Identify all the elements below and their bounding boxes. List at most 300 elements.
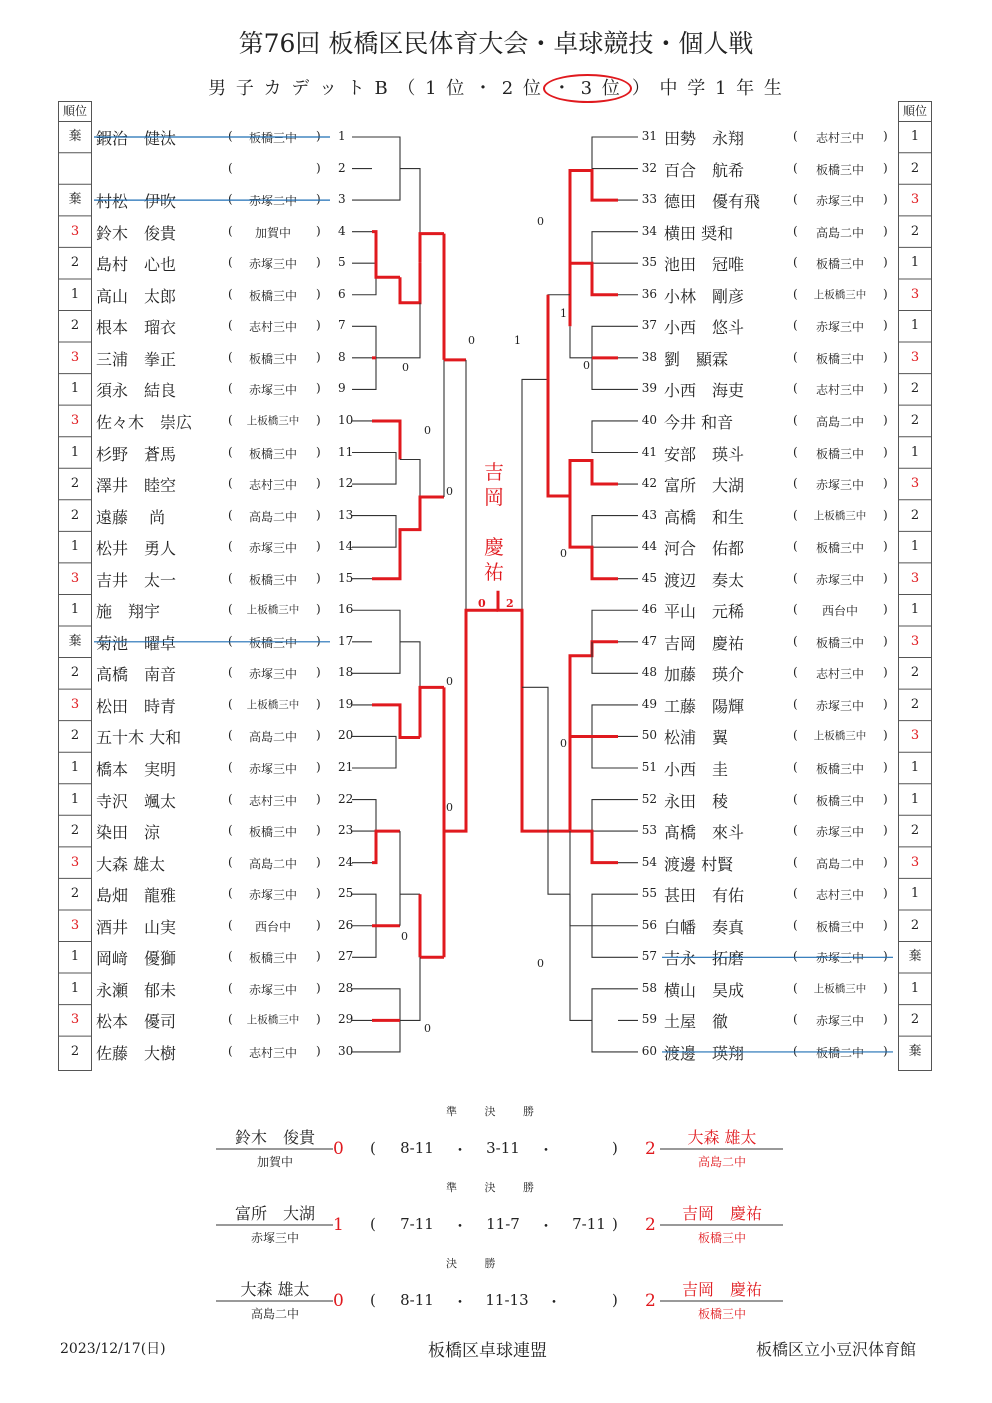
paren-close: ) bbox=[883, 160, 888, 175]
rank-cell: 1 bbox=[70, 760, 80, 775]
player-school: 上板橋三中 bbox=[813, 982, 867, 995]
seed-number: 24 bbox=[338, 854, 354, 869]
player-school: 赤塚三中 bbox=[248, 383, 297, 398]
paren-close: ) bbox=[883, 539, 888, 554]
paren-close: ) bbox=[316, 444, 321, 459]
paren-open: ( bbox=[228, 570, 233, 585]
seed-number: 48 bbox=[641, 665, 657, 680]
paren-close: ) bbox=[612, 1139, 618, 1157]
player-school: 高島二中 bbox=[248, 730, 297, 745]
player-school: 板橋三中 bbox=[248, 951, 297, 966]
paren-open: ( bbox=[228, 665, 233, 680]
match-right-school: 板橋三中 bbox=[697, 1231, 746, 1245]
match-right-school: 高島二中 bbox=[697, 1155, 746, 1169]
rank-cell: 1 bbox=[910, 791, 920, 807]
player-name: 渡邊 村賢 bbox=[664, 854, 734, 874]
paren-open: ( bbox=[228, 633, 233, 648]
rank-cell: 1 bbox=[910, 980, 920, 996]
player-name: 永田 稜 bbox=[664, 791, 729, 811]
bracket-line bbox=[400, 957, 420, 1020]
paren-close: ) bbox=[883, 255, 888, 270]
paren-close: ) bbox=[316, 286, 321, 301]
rank-cell: 2 bbox=[910, 223, 920, 239]
paren-open: ( bbox=[793, 539, 798, 554]
player-school: 板橋三中 bbox=[248, 635, 297, 650]
seed-number: 20 bbox=[338, 728, 354, 743]
seed-number: 32 bbox=[641, 160, 657, 175]
seed-number: 29 bbox=[338, 1012, 354, 1027]
player-name: 永瀬 郁未 bbox=[96, 980, 177, 1000]
player-school: 高島二中 bbox=[248, 509, 297, 524]
bracket-line bbox=[570, 263, 618, 295]
seed-number: 16 bbox=[338, 602, 354, 617]
player-school: 高島二中 bbox=[815, 856, 864, 871]
paren-open: ( bbox=[228, 318, 233, 333]
player-name: 小林 剛彦 bbox=[664, 286, 745, 306]
seed-number: 36 bbox=[641, 286, 657, 301]
game-score: 8-11 bbox=[400, 1291, 434, 1309]
seed-number: 8 bbox=[338, 349, 346, 364]
paren-open: ( bbox=[370, 1291, 376, 1309]
paren-close: ) bbox=[316, 476, 321, 491]
paren-open: ( bbox=[228, 539, 233, 554]
paren-open: ( bbox=[793, 696, 798, 711]
paren-open: ( bbox=[793, 160, 798, 175]
bracket-line bbox=[400, 262, 420, 303]
player-school: 板橋三中 bbox=[815, 257, 864, 272]
seed-number: 37 bbox=[641, 318, 657, 333]
seed-number: 5 bbox=[338, 255, 346, 270]
rank-cell: 2 bbox=[910, 823, 920, 839]
seed-number: 15 bbox=[338, 570, 354, 585]
rank-header-left: 順位 bbox=[58, 101, 92, 122]
paren-open: ( bbox=[793, 949, 798, 964]
player-name: 松本 優司 bbox=[96, 1012, 177, 1032]
bracket-line bbox=[400, 169, 420, 263]
page-title: 第76回 板橋区民体育大会・卓球競技・個人戦 bbox=[238, 29, 754, 58]
player-name: 村松 伊吹 bbox=[96, 192, 177, 212]
paren-open: ( bbox=[793, 286, 798, 301]
paren-open: ( bbox=[228, 980, 233, 995]
paren-close: ) bbox=[883, 728, 888, 743]
seed-number: 7 bbox=[338, 318, 346, 333]
paren-close: ) bbox=[883, 412, 888, 427]
player-school: 板橋三中 bbox=[815, 446, 864, 461]
player-school: 板橋二中 bbox=[815, 1045, 864, 1060]
seed-number: 39 bbox=[641, 381, 657, 396]
seed-number: 27 bbox=[338, 949, 354, 964]
match-right-score: 2 bbox=[645, 1139, 656, 1159]
rank-cell: 1 bbox=[910, 539, 920, 555]
paren-close: ) bbox=[883, 854, 888, 869]
match-right-score: 2 bbox=[645, 1215, 656, 1235]
player-name: 劉 顯霖 bbox=[664, 349, 729, 369]
player-school: 板橋三中 bbox=[815, 635, 864, 650]
bracket-line bbox=[400, 642, 420, 688]
paren-open: ( bbox=[228, 1043, 233, 1058]
paren-close: ) bbox=[883, 223, 888, 238]
paren-close: ) bbox=[316, 129, 321, 143]
bracket-line bbox=[570, 894, 592, 1020]
player-school: 上板橋三中 bbox=[246, 414, 300, 427]
player-name: 佐藤 大樹 bbox=[96, 1043, 177, 1063]
seed-number: 31 bbox=[641, 129, 657, 143]
player-school: 西台中 bbox=[254, 919, 291, 934]
rank-cell: 1 bbox=[910, 255, 920, 271]
rank-cell: 3 bbox=[910, 570, 920, 586]
paren-open: ( bbox=[793, 223, 798, 238]
paren-open: ( bbox=[793, 412, 798, 427]
match-left-name: 大森 雄太 bbox=[240, 1280, 310, 1299]
seed-number: 9 bbox=[338, 381, 346, 396]
paren-close: ) bbox=[883, 917, 888, 932]
paren-close: ) bbox=[612, 1215, 618, 1233]
seed-number: 45 bbox=[641, 570, 657, 585]
subtitle-grade: ） 中 学 1 年 生 bbox=[631, 78, 784, 99]
footer-venue: 板橋区立小豆沢体育館 bbox=[756, 1340, 917, 1359]
paren-close: ) bbox=[883, 318, 888, 333]
rank-cell: 2 bbox=[70, 507, 80, 523]
player-school: 赤塚三中 bbox=[248, 541, 297, 556]
paren-open: ( bbox=[228, 728, 233, 743]
paren-close: ) bbox=[316, 1012, 321, 1027]
match-round-label: 決 勝 bbox=[446, 1257, 508, 1270]
seed-number: 30 bbox=[338, 1043, 354, 1058]
game-score: ・ bbox=[452, 1217, 468, 1235]
paren-open: ( bbox=[793, 129, 798, 143]
seed-number: 19 bbox=[338, 696, 354, 711]
paren-close: ) bbox=[316, 318, 321, 333]
player-name: 杉野 蒼馬 bbox=[96, 444, 177, 464]
player-school: 赤塚三中 bbox=[815, 951, 864, 966]
rank-cell: 棄 bbox=[68, 633, 82, 649]
bracket-line bbox=[372, 705, 420, 738]
player-name: 甚田 有佑 bbox=[664, 886, 745, 906]
match-score: 1 bbox=[560, 306, 567, 320]
player-school: 板橋三中 bbox=[248, 288, 297, 303]
rank-cell: 2 bbox=[70, 255, 80, 271]
bracket-line bbox=[376, 303, 420, 358]
match-score: 1 bbox=[514, 334, 521, 348]
bracket-line bbox=[522, 295, 570, 611]
game-score: ・ bbox=[538, 1217, 554, 1235]
player-school: 板橋三中 bbox=[815, 919, 864, 934]
player-school: 赤塚二中 bbox=[248, 194, 297, 209]
player-name: 高山 太郎 bbox=[96, 286, 177, 306]
seed-number: 55 bbox=[641, 886, 657, 901]
paren-open: ( bbox=[228, 160, 233, 175]
player-school: 板橋三中 bbox=[815, 351, 864, 366]
match-score: 0 bbox=[468, 334, 475, 348]
seed-number: 14 bbox=[338, 539, 354, 554]
bracket-line bbox=[498, 591, 570, 831]
paren-close: ) bbox=[883, 444, 888, 459]
rank-cell: 棄 bbox=[908, 949, 922, 965]
bracket-line bbox=[372, 232, 400, 278]
bracket-line bbox=[522, 687, 570, 894]
paren-open: ( bbox=[793, 917, 798, 932]
seed-number: 1 bbox=[338, 129, 346, 143]
paren-close: ) bbox=[883, 381, 888, 396]
paren-close: ) bbox=[883, 1043, 888, 1058]
match-score: 0 bbox=[402, 360, 409, 374]
paren-open: ( bbox=[793, 760, 798, 774]
paren-close: ) bbox=[883, 476, 888, 491]
player-name: 寺沢 颯太 bbox=[96, 791, 177, 811]
rank-cell: 1 bbox=[70, 602, 80, 618]
match-score: 0 bbox=[560, 737, 567, 751]
final-score-right: 2 bbox=[506, 597, 514, 611]
paren-close: ) bbox=[316, 886, 321, 901]
seed-number: 49 bbox=[641, 696, 657, 711]
player-name: 松浦 翼 bbox=[664, 728, 729, 748]
match-left-name: 鈴木 俊貴 bbox=[234, 1128, 315, 1147]
paren-open: ( bbox=[793, 665, 798, 680]
paren-close: ) bbox=[883, 633, 888, 648]
seed-number: 44 bbox=[641, 539, 657, 554]
player-school: 板橋三中 bbox=[248, 131, 297, 145]
player-name: 田勢 永翔 bbox=[664, 129, 745, 148]
match-left-name: 富所 大湖 bbox=[234, 1204, 315, 1223]
paren-open: ( bbox=[793, 728, 798, 743]
paren-open: ( bbox=[228, 602, 233, 617]
player-name: 鈴木 俊貴 bbox=[96, 223, 177, 243]
paren-close: ) bbox=[612, 1291, 618, 1309]
paren-open: ( bbox=[793, 1012, 798, 1027]
player-school: 志村三中 bbox=[815, 383, 864, 398]
seed-number: 41 bbox=[641, 444, 657, 459]
player-school: 板橋三中 bbox=[248, 572, 297, 587]
player-name: 遠藤 尚 bbox=[96, 507, 166, 527]
seed-number: 58 bbox=[641, 980, 657, 995]
player-school: 志村三中 bbox=[815, 131, 864, 145]
paren-open: ( bbox=[228, 192, 233, 207]
rank-cell: 1 bbox=[70, 949, 80, 965]
bracket-line bbox=[444, 610, 492, 831]
paren-close: ) bbox=[316, 665, 321, 680]
paren-close: ) bbox=[883, 886, 888, 901]
rank-cell: 2 bbox=[910, 412, 920, 428]
paren-close: ) bbox=[316, 633, 321, 648]
player-name: 百合 航希 bbox=[664, 160, 745, 180]
player-name: 島畑 龍雅 bbox=[96, 886, 177, 906]
player-name: 岡﨑 優獅 bbox=[96, 949, 177, 969]
paren-open: ( bbox=[793, 192, 798, 207]
paren-open: ( bbox=[228, 886, 233, 901]
bracket-line bbox=[592, 516, 618, 548]
paren-close: ) bbox=[316, 223, 321, 238]
seed-number: 4 bbox=[338, 223, 346, 238]
paren-close: ) bbox=[316, 728, 321, 743]
paren-close: ) bbox=[316, 917, 321, 932]
seed-number: 11 bbox=[338, 444, 354, 459]
paren-open: ( bbox=[793, 980, 798, 995]
bracket-line bbox=[400, 460, 420, 498]
champion-char: 慶 bbox=[484, 535, 504, 559]
paren-close: ) bbox=[316, 854, 321, 869]
player-name: 鍜治 健汰 bbox=[96, 129, 177, 148]
paren-open: ( bbox=[228, 791, 233, 806]
match-left-school: 加賀中 bbox=[256, 1155, 293, 1169]
footer-date: 2023/12/17(日) bbox=[60, 1341, 166, 1357]
player-school: 高島二中 bbox=[815, 225, 864, 240]
rank-cell: 2 bbox=[70, 823, 80, 839]
player-school: 赤塚三中 bbox=[815, 1014, 864, 1029]
champion-char: 祐 bbox=[484, 560, 504, 584]
seed-number: 17 bbox=[338, 633, 354, 648]
seed-number: 35 bbox=[641, 255, 657, 270]
rank-cell: 1 bbox=[70, 286, 80, 302]
paren-close: ) bbox=[316, 349, 321, 364]
seed-number: 59 bbox=[641, 1012, 657, 1027]
paren-close: ) bbox=[883, 602, 888, 617]
player-name: 渡邊 瑛翔 bbox=[664, 1043, 745, 1063]
rank-cell: 2 bbox=[910, 665, 920, 681]
game-score: ・ bbox=[452, 1141, 468, 1159]
paren-close: ) bbox=[883, 570, 888, 585]
subtitle-circled-rank: ・ 3 位 bbox=[543, 74, 632, 103]
player-name: 池田 冠唯 bbox=[664, 255, 745, 275]
player-name: 染田 涼 bbox=[96, 823, 161, 843]
player-name: 高橋 南音 bbox=[96, 665, 177, 685]
bracket-line bbox=[372, 137, 400, 200]
seed-number: 42 bbox=[641, 476, 657, 491]
rank-cell: 1 bbox=[910, 318, 920, 334]
champion-char: 岡 bbox=[484, 485, 504, 509]
match-score: 0 bbox=[560, 547, 567, 561]
paren-open: ( bbox=[370, 1139, 376, 1157]
player-name: 吉岡 慶祐 bbox=[664, 633, 745, 653]
paren-open: ( bbox=[228, 223, 233, 238]
rank-cell: 3 bbox=[910, 854, 920, 870]
player-school: 赤塚三中 bbox=[248, 982, 297, 997]
paren-open: ( bbox=[228, 760, 233, 774]
paren-open: ( bbox=[228, 854, 233, 869]
player-school: 赤塚三中 bbox=[815, 320, 864, 335]
paren-open: ( bbox=[793, 255, 798, 270]
paren-open: ( bbox=[793, 602, 798, 617]
seed-number: 23 bbox=[338, 823, 354, 838]
rank-cell: 1 bbox=[910, 129, 920, 144]
match-score: 0 bbox=[537, 957, 544, 971]
paren-close: ) bbox=[316, 507, 321, 522]
paren-close: ) bbox=[316, 160, 321, 175]
rank-cell: 2 bbox=[910, 917, 920, 933]
paren-open: ( bbox=[793, 444, 798, 459]
player-name: 吉井 太一 bbox=[96, 570, 177, 590]
game-score: 7-11 bbox=[572, 1215, 606, 1233]
rank-cell: 3 bbox=[70, 696, 80, 712]
rank-cell: 2 bbox=[910, 696, 920, 712]
bracket-line bbox=[570, 831, 618, 863]
player-name: 平山 元稀 bbox=[664, 602, 745, 622]
player-school: 板橋三中 bbox=[248, 351, 297, 366]
player-school: 志村三中 bbox=[248, 320, 297, 335]
player-name: 横山 昊成 bbox=[664, 980, 745, 1000]
rank-cell: 1 bbox=[70, 791, 80, 807]
paren-close: ) bbox=[883, 696, 888, 711]
bracket-line bbox=[372, 497, 444, 579]
rank-cell: 3 bbox=[910, 728, 920, 744]
paren-open: ( bbox=[793, 381, 798, 396]
paren-open: ( bbox=[228, 917, 233, 932]
paren-open: ( bbox=[228, 823, 233, 838]
player-school: 赤塚三中 bbox=[815, 572, 864, 587]
match-right-score: 2 bbox=[645, 1291, 656, 1311]
player-name: 河合 佑都 bbox=[664, 539, 745, 559]
rank-cell: 1 bbox=[70, 381, 80, 397]
paren-open: ( bbox=[228, 255, 233, 270]
rank-cell: 3 bbox=[910, 476, 920, 492]
seed-number: 28 bbox=[338, 980, 354, 995]
seed-number: 2 bbox=[338, 160, 346, 175]
paren-close: ) bbox=[883, 823, 888, 838]
rank-cell: 3 bbox=[910, 349, 920, 365]
seed-number: 57 bbox=[641, 949, 657, 964]
seed-number: 6 bbox=[338, 286, 346, 301]
seed-number: 33 bbox=[641, 192, 657, 207]
bracket-line bbox=[570, 831, 592, 926]
paren-close: ) bbox=[883, 980, 888, 995]
paren-open: ( bbox=[228, 286, 233, 301]
bracket-line bbox=[592, 232, 618, 264]
rank-cell: 2 bbox=[70, 476, 80, 492]
paren-open: ( bbox=[793, 318, 798, 333]
bracket-line bbox=[372, 800, 376, 832]
match-right-school: 板橋三中 bbox=[697, 1307, 746, 1321]
rank-cell: 1 bbox=[70, 539, 80, 555]
player-school: 志村三中 bbox=[815, 888, 864, 903]
paren-close: ) bbox=[316, 412, 321, 427]
seed-number: 47 bbox=[641, 633, 657, 648]
rank-cell: 2 bbox=[910, 1012, 920, 1028]
player-school: 西台中 bbox=[821, 604, 858, 619]
bracket-line bbox=[372, 831, 400, 863]
rank-cell: 3 bbox=[70, 854, 80, 870]
paren-close: ) bbox=[316, 1043, 321, 1058]
bracket-line bbox=[592, 642, 618, 674]
seed-number: 51 bbox=[641, 760, 657, 774]
paren-open: ( bbox=[793, 886, 798, 901]
paren-close: ) bbox=[316, 192, 321, 207]
player-school: 上板橋三中 bbox=[246, 604, 300, 617]
match-score: 0 bbox=[583, 358, 590, 372]
player-school: 加賀中 bbox=[254, 225, 291, 240]
subtitle-rank-range: 男 子 カ デ ッ ト B （ 1 位 ・ 2 位 bbox=[208, 78, 543, 99]
bracket-line bbox=[420, 234, 444, 263]
paren-close: ) bbox=[316, 539, 321, 554]
player-name: 今井 和音 bbox=[664, 412, 734, 432]
bracket-line bbox=[372, 610, 400, 673]
paren-close: ) bbox=[883, 286, 888, 301]
match-score: 0 bbox=[424, 423, 431, 437]
match-score: 0 bbox=[424, 1022, 431, 1036]
bracket-line bbox=[420, 687, 444, 737]
player-name: 松井 勇人 bbox=[96, 539, 177, 559]
paren-close: ) bbox=[883, 760, 888, 774]
rank-cell: 2 bbox=[70, 665, 80, 681]
player-name: 菊池 曜卓 bbox=[96, 633, 177, 653]
seed-number: 43 bbox=[641, 507, 657, 522]
seed-number: 25 bbox=[338, 886, 354, 901]
player-name: 小西 圭 bbox=[664, 760, 729, 779]
paren-close: ) bbox=[883, 349, 888, 364]
player-school: 上板橋三中 bbox=[813, 730, 867, 743]
match-left-score: 0 bbox=[333, 1139, 344, 1159]
match-right-name: 吉岡 慶祐 bbox=[681, 1280, 762, 1299]
player-name: 安部 瑛斗 bbox=[664, 444, 745, 464]
player-name: 施 翔宇 bbox=[96, 602, 161, 622]
